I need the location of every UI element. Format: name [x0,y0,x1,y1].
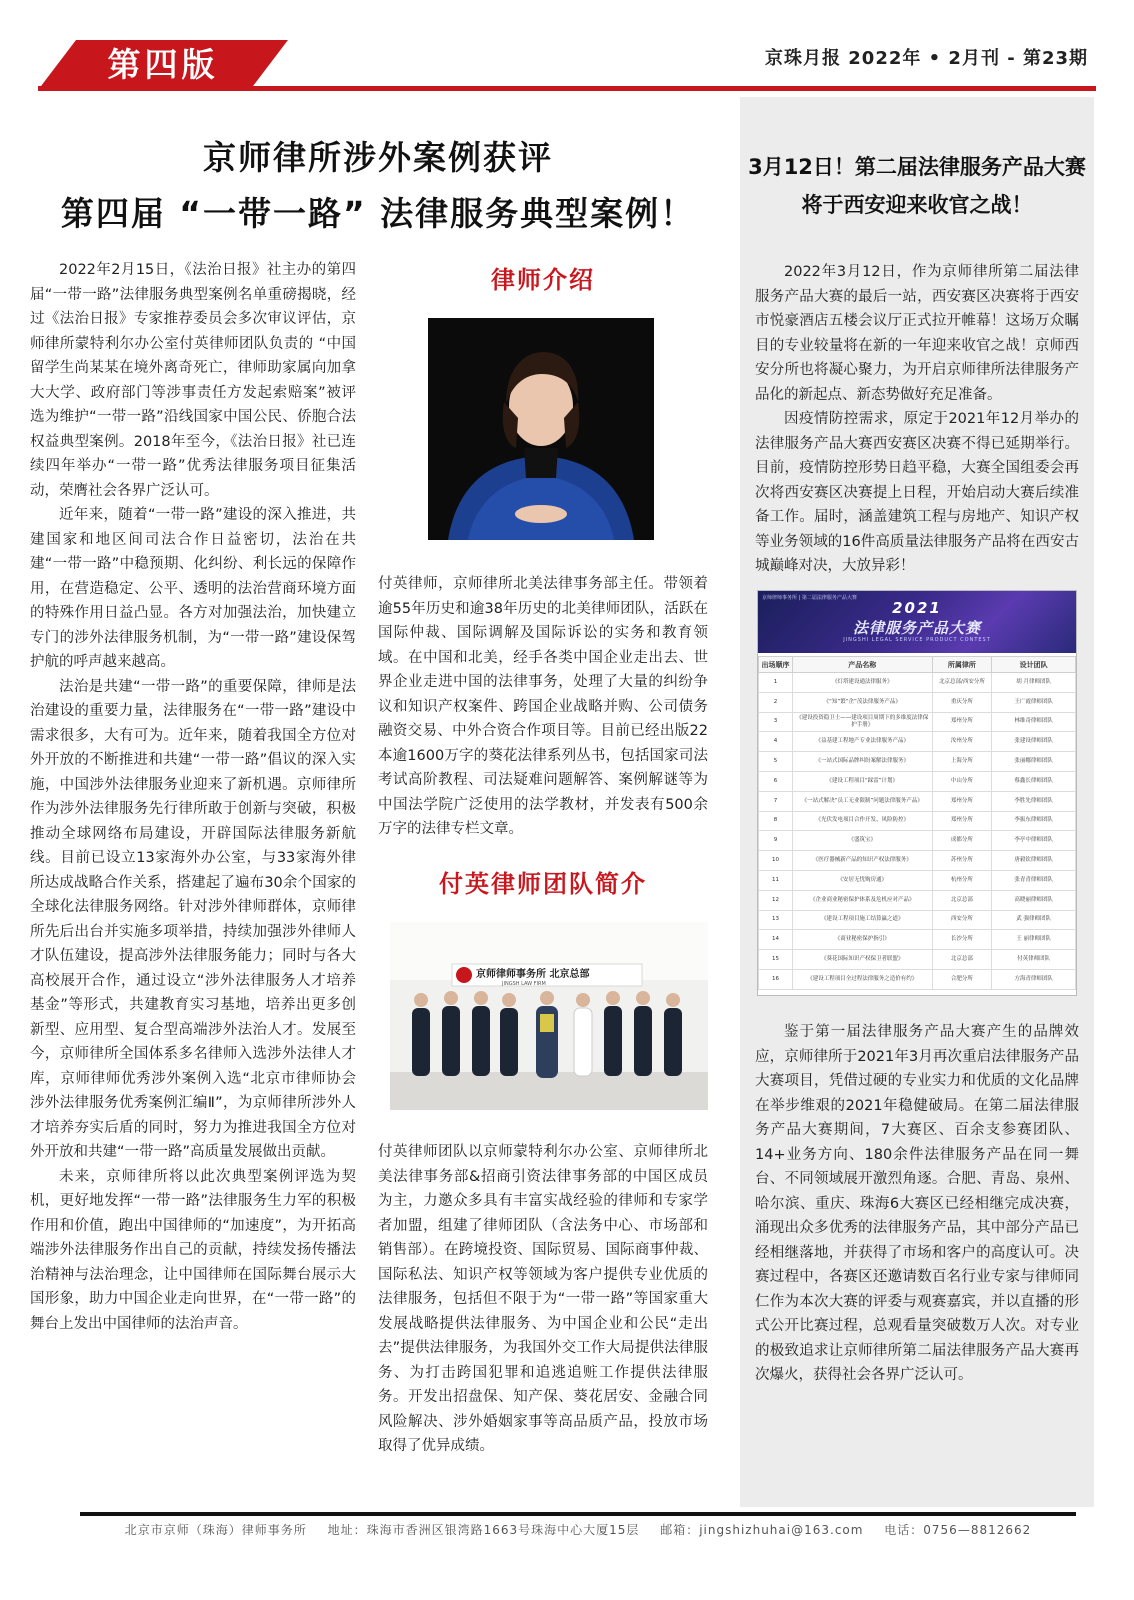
contest-row [759,771,1076,791]
contest-cell: 3 [759,712,793,732]
main-article-body [30,258,356,1336]
contest-cell: 《盛筑宝》 [792,831,932,851]
lawyer-portrait-photo [428,318,654,540]
contest-cell: 武 强律师团队 [992,910,1076,930]
main-headline-line2: 第四届 “一带一路” 法律服务典型案例！ [60,194,696,233]
edition-tab [38,40,288,90]
sidebar-headline [740,148,1094,224]
contest-cell: 11 [759,870,793,890]
contest-cell: 《一站式解决“员工无业限制”问题法律服务产品》 [792,791,932,811]
footer-firm: 北京市京师（珠海）律师事务所 [124,1523,307,1537]
contest-cell: 唐毅钦律师团队 [992,851,1076,871]
contest-row [759,732,1076,752]
contest-row [759,752,1076,772]
contest-cell: 6 [759,771,793,791]
sidebar-paragraph: 因疫情防控需求，原定于2021年12月举办的法律服务产品大赛西安赛区决赛不得已延期举行。目前，疫情防控形势日趋平稳，大赛全国组委会再次将西安赛区决赛提上日程，开始启动大赛后续准备工作。届时，涵盖建筑工程与房地产、知识产权等业务领域的16件高质量法律服务产品将在西安古城巅峰对决，大放异彩！ [755,411,1079,574]
contest-cell: 林维奇律师团队 [992,712,1076,732]
contest-row [759,791,1076,811]
contest-cell: 杭州分所 [932,870,992,890]
contest-cell: 汝州分所 [932,732,992,752]
contest-row [759,692,1076,712]
contest-cell: 12 [759,890,793,910]
contest-row [759,870,1076,890]
article-paragraph: 未来，京师律所将以此次典型案例评选为契机，更好地发挥“一带一路”法律服务生力军的积极作用和价值，跑出中国律师的“加速度”，为开拓高端涉外法律服务作出自己的贡献，持续发扬传播法治精神与法治理念，让中国律师在国际舞台展示大国形象，助力中国企业走向世界，在“一带一路”的舞台上发出中国律师的法治声音。 [30,1168,356,1332]
lawyer-intro-text [378,572,708,842]
contest-cell: 苏州分所 [932,851,992,871]
column-header: 设计团队 [992,657,1076,673]
footer-email: 邮箱：jingshizhuhai@163.com [660,1523,864,1537]
contest-cell: 成都分所 [932,831,992,851]
team-intro-title: 付英律师团队简介 [439,870,647,898]
lawyer-intro-title: 律师介绍 [491,266,595,294]
bottom-rule [80,1512,1076,1516]
contest-cell: 张建设律师团队 [992,732,1076,752]
contest-cell: 张青青律师团队 [992,870,1076,890]
footer [80,1521,1076,1538]
contest-cell: 《安居无忧购房通》 [792,870,932,890]
contest-cell: 16 [759,969,793,989]
contest-cell: 郑州分所 [932,811,992,831]
contest-cell: 方海青律师团队 [992,969,1076,989]
contest-row [759,811,1076,831]
contest-row [759,910,1076,930]
contest-banner-small: 京师律师事务所 | 第二届法律服务产品大赛 [762,595,857,601]
contest-header-row [759,657,1076,673]
masthead: 京珠月报 2022年 • 2月刊 - 第23期 [765,48,1088,69]
team-intro-text [378,1140,708,1459]
contest-cell: 5 [759,752,793,772]
contest-row [759,831,1076,851]
contest-cell: 王广霞律师团队 [992,692,1076,712]
contest-cell: 《光伏发电项目合作开发、风险防控》 [792,811,932,831]
contest-banner [758,591,1076,653]
main-headline-line1: 京师律所涉外案例获评 [203,138,553,177]
team-photo-sign-en: JINGSH LAW FIRM [502,981,546,987]
lawyer-intro-paragraph: 付英律师，京师律所北美法律事务部主任。带领着逾55年历史和逾38年历史的北美律师团队，活跃在国际仲裁、国际调解及国际诉讼的实务和教育领域。在中国和北美，经手各类中国企业走出去、世界企业走进中国的法律事务，处理了大量的纠纷争议和知识产权案件、跨国企业战略并购、公司债务融资交易、中外合资合作项目等。目前已经出版22本逾1600万字的葵花法律系列丛书，包括国家司法考试高阶教程、司法疑难问题解答、案例解谜等为中国法学院广泛使用的法学教材，并发表有500余万字的法律专栏文章。 [378,576,708,837]
article-paragraph: 法治是共建“一带一路”的重要保障，律师是法治建设的重要力量，法律服务在“一带一路”建设中需求很多，大有可为。近年来，随着我国全方位对外开放的不断推进和共建“一带一路”倡议的深入实施，中国涉外法律服务业迎来了新机遇。京师律所作为涉外法律服务先行律所敢于创新与突破，积极推动全球网络布局建设，开辟国际法律服务新航线。目前已设立13家海外办公室，与33家海外律所达成战略合作关系，搭建起了遍布30余个国家的全球化法律服务网络。针对涉外律师群体，京师律所先后出台并实施多项举措，持续加强涉外律师人才队伍建设，提高涉外法律服务能力；同时与各大高校展开合作，通过设立“涉外法律服务人才培养基金”等形式，共建教育实习基地，培养出更多创新型、应用型、复合型高端涉外法治人才。发展至今，京师律所全国体系多名律师入选涉外法律人才库，京师律师优秀涉外案例入选“北京市律师协会涉外法律服务优秀案例汇编Ⅱ”，为京师律所涉外人才培养夯实后盾的同时，努力为推进我国全方位对外开放和共建“一带一路”高质量发展做出贡献。 [30,678,356,1160]
top-rule [38,86,1096,91]
contest-cell: 高晓丽律师团队 [992,890,1076,910]
contest-cell: 上海分所 [932,752,992,772]
contest-row [759,712,1076,732]
contest-cell: 北京总部 [932,890,992,910]
team-group-photo [390,922,708,1110]
footer-phone: 电话：0756—8812662 [884,1523,1032,1537]
contest-cell: 郑州分所 [932,791,992,811]
contest-cell: 西安分所 [932,910,992,930]
article-paragraph: 近年来，随着“一带一路”建设的深入推进，共建国家和地区间司法合作日益密切，法治在共建“一带一路”中稳预期、化纠纷、利长远的保障作用，在营造稳定、公平、透明的法治营商环境方面的特殊作用日益凸显。各方对加强法治，加快建立专门的涉外法律服务机制，为“一带一路”建设保驾护航的呼声越来越高。 [30,507,356,670]
article-paragraph: 2022年2月15日，《法治日报》社主办的第四届“一带一路”法律服务典型案例名单重磅揭晓，经过《法治日报》专家推荐委员会多次审议评估，京师律所蒙特利尔办公室付英律师团队负责的 “中国留学生尚某某在境外离奇死亡，律师助家属向加拿大大学、政府部门等涉事责任方发起索赔案”被评选为维护“一带一路”沿线国家中国公民、侨胞合法权益典型案例。2018年至今，《法治日报》社已连续四年举办“一带一路”优秀法律服务项目征集活动，荣膺社会各界广泛认可。 [30,262,356,499]
contest-cell: 《益基建工程地产专业法律服务产品》 [792,732,932,752]
contest-banner-year: 2021 [892,599,942,617]
contest-row [759,930,1076,950]
contest-cell: 15 [759,950,793,970]
contest-table-image [757,590,1077,996]
contest-row [759,673,1076,693]
contest-cell: 长沙分所 [932,930,992,950]
sidebar-text-top [755,260,1079,579]
contest-rows [759,673,1076,990]
contest-cell: 北京总部 [932,950,992,970]
contest-cell: 《灯塔建设通法律服务》 [792,673,932,693]
contest-cell: 《“知”繁“企”茂法律服务产品》 [792,692,932,712]
contest-cell: 8 [759,811,793,831]
sidebar-paragraph: 2022年3月12日，作为京师律所第二届法律服务产品大赛的最后一站，西安赛区决赛将于西安市悦豪酒店五楼会议厅正式拉开帷幕！这场万众瞩目的专业较量将在新的一年迎来收官之战！京师西安分所也将凝心聚力，为开启京师律所法律服务产品化的新起点、新态势做好充足准备。 [755,264,1079,403]
contest-cell: 14 [759,930,793,950]
contest-cell: 合肥分所 [932,969,992,989]
contest-cell: 中山分所 [932,771,992,791]
contest-cell: 1 [759,673,793,693]
contest-cell: 《建设工程项目“踩雷”计划》 [792,771,932,791]
sidebar-headline-line2: 将于西安迎来收官之战！ [801,193,1033,217]
column-header: 出场顺序 [759,657,793,673]
contest-cell: 《建设工程项目全过程法律服务之造价有约》 [792,969,932,989]
contest-row [759,969,1076,989]
column-header: 产品名称 [792,657,932,673]
contest-cell: 李亭中律师团队 [992,831,1076,851]
contest-cell: 胡 月律师团队 [992,673,1076,693]
contest-banner-title: 法律服务产品大赛 [852,619,981,637]
contest-cell: 《建设投资稳卫士——建设项目周期下的多维度法律保护手册》 [792,712,932,732]
contest-cell: 《葵花国际知识产权保卫者联盟》 [792,950,932,970]
contest-cell: 王 丽律师团队 [992,930,1076,950]
contest-cell: 13 [759,910,793,930]
contest-cell: 李振东律师团队 [992,811,1076,831]
contest-cell: 《企业商业秘密保护体系及危机应对产品》 [792,890,932,910]
contest-cell: 李胜先律师团队 [992,791,1076,811]
column-header: 所属律所 [932,657,992,673]
footer-address: 地址：珠海市香洲区银湾路1663号珠海中心大厦15层 [327,1523,640,1537]
contest-row [759,950,1076,970]
contest-cell: 4 [759,732,793,752]
team-photo-sign: 京师律师事务所 北京总部 [476,969,590,980]
contest-cell: 《一站式国际品牌纠纷案解法律服务》 [792,752,932,772]
sidebar-paragraph: 鉴于第一届法律服务产品大赛产生的品牌效应，京师律所于2021年3月再次重启法律服务产品大赛项目，凭借过硬的专业实力和优质的文化品牌在举步维艰的2021年稳健破局。在第二届法律服务产品大赛期间，7大赛区、百余支参赛团队、14+业务方向、180余件法律服务产品在同一舞台、不同领域展开激烈角逐。合肥、青岛、泉州、哈尔滨、重庆、珠海6大赛区已经相继完成决赛，涌现出众多优秀的法律服务产品，其中部分产品已经相继落地，并获得了市场和客户的高度认可。决赛过程中，各赛区还邀请数百名行业专家与律师同仁作为本次大赛的评委与观赛嘉宾，并以直播的形式公开比赛过程，总观看量突破数万人次。对专业的极致追求让京师律所第二届法律服务产品大赛再次爆火，获得社会各界广泛认可。 [755,1024,1079,1383]
contest-cell: 张丽娜律师团队 [992,752,1076,772]
contest-row [759,851,1076,871]
contest-cell: 《医疗器械新产品的知识产权法律服务》 [792,851,932,871]
team-intro-paragraph: 付英律师团队以京师蒙特利尔办公室、京师律所北美法律事务部&招商引资法律事务部的中国区成员为主，力邀众多具有丰富实战经验的律师和专家学者加盟，组建了律师团队（含法务中心、市场部和销售部）。在跨境投资、国际贸易、国际商事仲裁、国际私法、知识产权等领域为客户提供专业优质的法律服务，包括但不限于为“一带一路”等国家重大发展战略提供法律服务、为中国企业和公民“走出去”提供法律服务，为我国外交工作大局提供法律服务、为打击跨国犯罪和追逃追赃工作提供法律服务。开发出招盘保、知产保、葵花居安、金融合同风险解决、涉外婚姻家事等高品质产品，投放市场取得了优异成绩。 [378,1144,708,1454]
sidebar-headline-line1: 3月12日！第二届法律服务产品大赛 [748,155,1086,179]
contest-cell: 蔡鑫长律师团队 [992,771,1076,791]
contest-cell: 2 [759,692,793,712]
contest-cell: 9 [759,831,793,851]
contest-row [759,890,1076,910]
contest-cell: 郑州分所 [932,712,992,732]
contest-cell: 付英律师团队 [992,950,1076,970]
contest-cell: 《商业秘密保护指引》 [792,930,932,950]
contest-banner-subtitle: JINGSHI LEGAL SERVICE PRODUCT CONTEST [843,637,991,643]
contest-cell: 重庆分所 [932,692,992,712]
contest-cell: 10 [759,851,793,871]
contest-cell: 《建设工程项目施工结算赢之道》 [792,910,932,930]
sidebar-text-bottom [755,1020,1079,1388]
main-headline [38,130,718,242]
edition-label: 第四版 [107,45,219,84]
contest-grid [758,656,1076,990]
contest-cell: 北京总部/西安分所 [932,673,992,693]
contest-cell: 7 [759,791,793,811]
